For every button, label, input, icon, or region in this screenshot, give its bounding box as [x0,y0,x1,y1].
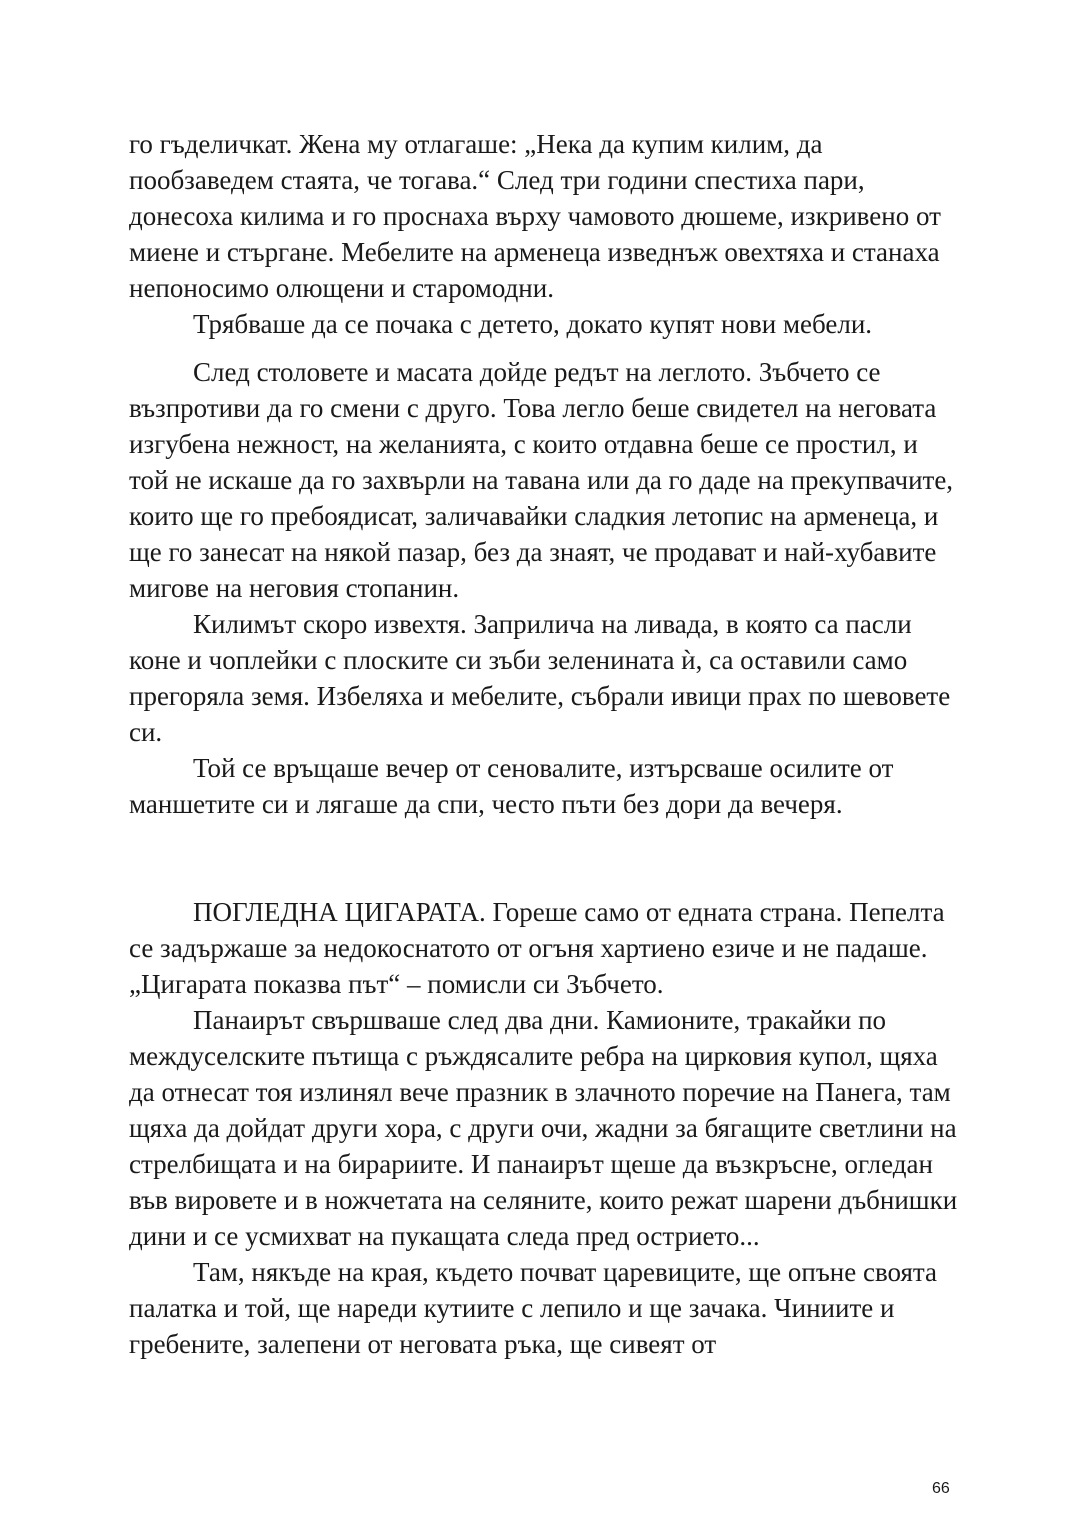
paragraph-3: След столовете и масата дойде редът на леглото. Зъбчето се възпротиви да го смени с друго. Това легло беше свидетел на неговата изгубена нежност, на желанията, с които отдавна беше се простил, и той не искаше да го захвърли на тавана или да го даде на прекупвачите, които ще го пребоядисат, заличавайки сладкия летопис на арменеца, и ще го занесат на някой пазар, без да знаят, че продават и най-хубавите мигове на неговия стопанин. [129,357,954,603]
paragraph-1: го гъделичкат. Жена му отлагаше: „Нека да купим килим, да пообзаведем стаята, че тогава.“ След три години спестиха пари, донесоха килима и го проснаха върху чамовото дюшеме, изкривено от миене и стъргане. Мебелите на арменеца изведнъж овехтяха и станаха непоносимо олющени и старомодни. [129,129,941,303]
paragraph-4: Килимът скоро извехтя. Заприлича на ливада, в която са пасли коне и чоплейки с плоските си зъби зеленината ѝ, са оставили само прегоряла земя. Избеляха и мебелите, събрали ивици прах по шевовете си. [129,609,951,747]
paragraph-6-section-start: ПОГЛЕДНА ЦИГАРАТА. Гореше само от едната страна. Пепелта се задържаше за недокоснатото от огъня хартиено езиче и не падаше. „Цигарата показва път“ – помисли си Зъбчето. [129,897,945,999]
paragraph-2: Трябваше да се почака с детето, докато купят нови мебели. [193,309,873,339]
paragraph-7: Панаирът свършваше след два дни. Камионите, тракайки по междуселските пътища с ръждясалите ребра на цирковия купол, щяха да отнесат тоя излинял вече празник в злачното поречие на Панега, там щяха да дойдат други хора, с други очи, жадни за бягащите светлини на стрелбищата и на бирариите. И панаирът щеше да възкръсне, огледан във вировете и в ножчетата на селяните, които режат шарени дъбнишки дини и се усмихват на пукащата следа пред острието... [129,1005,958,1251]
paragraph-8: Там, някъде на края, където почват царевиците, ще опъне своята палатка и той, ще нареди кутиите с лепило и ще зачака. Чиниите и гребените, залепени от неговата ръка, ще сивеят от [129,1257,938,1359]
paragraph-5: Той се връщаше вечер от сеновалите, изтърсваше осилите от маншетите си и лягаше да спи, често пъти без дори да вечеря. [129,753,894,819]
body-text [129,126,959,1362]
page-number: 66 [932,1480,950,1497]
